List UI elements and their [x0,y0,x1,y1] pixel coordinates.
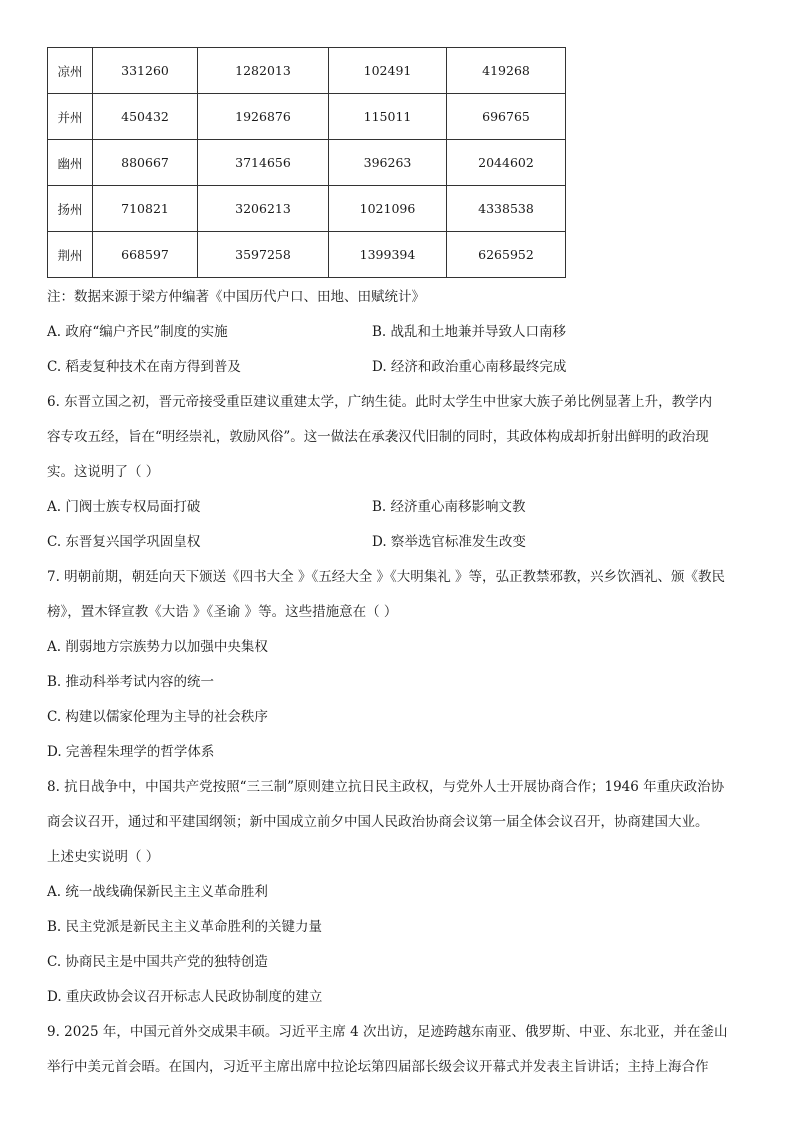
table-cell-province: 凉州 [48,48,93,94]
table-cell-value: 1021096 [329,186,447,232]
q6-stem-line3: 实。这说明了（ ） [47,464,160,480]
q9-stem-line2: 举行中美元首会晤。在国内，习近平主席出席中拉论坛第四届部长级会议开幕式并发表主旨讲话；主持上海合作 [47,1059,709,1075]
table-row [48,186,566,232]
table-cell-value: 696765 [447,94,566,140]
table-cell-value: 396263 [329,140,447,186]
q5-option-d[interactable]: D. 经济和政治重心南移最终完成 [372,359,567,375]
table-cell-value: 3597258 [198,232,329,278]
table-cell-value: 102491 [329,48,447,94]
table-cell-value: 331260 [93,48,198,94]
q6-option-a[interactable]: A. 门阀士族专权局面打破 [47,499,201,515]
question-8 [47,777,747,867]
table-row [48,140,566,186]
table-source-note: 注：数据来源于梁方仲编著《中国历代户口、田地、田赋统计》 [47,289,425,305]
table-cell-value: 880667 [93,140,198,186]
q5-option-b[interactable]: B. 战乱和土地兼并导致人口南移 [372,324,567,340]
table-cell-province: 并州 [48,94,93,140]
q6-stem-line1: 6. 东晋立国之初，晋元帝接受重臣建议重建太学，广纳生徒。此时太学生中世家大族子弟比例显著上升，教学内 [47,394,713,410]
table-cell-province: 幽州 [48,140,93,186]
q7-option-a[interactable]: A. 削弱地方宗族势力以加强中央集权 [47,639,268,655]
q5-option-c[interactable]: C. 稻麦复种技术在南方得到普及 [47,359,241,375]
q8-option-a[interactable]: A. 统一战线确保新民主主义革命胜利 [47,884,268,900]
q8-option-d[interactable]: D. 重庆政协会议召开标志人民政协制度的建立 [47,989,323,1005]
q8-stem-line2: 商会议召开，通过和平建国纲领；新中国成立前夕中国人民政治协商会议第一届全体会议召开，协商建国大业。 [47,814,709,830]
q6-stem-line2: 容专攻五经，旨在“明经崇礼，敦励风俗”。这一做法在承袭汉代旧制的同时，其政体构成却折射出鲜明的政治现 [47,429,709,445]
table-cell-value: 1282013 [198,48,329,94]
q6-options-row2 [47,532,747,552]
table-row [48,94,566,140]
table-cell-province: 荆州 [48,232,93,278]
question-6 [47,392,747,482]
q9-stem-line1: 9. 2025 年，中国元首外交成果丰硕。习近平主席 4 次出访，足迹跨越东南亚、俄罗斯、中亚、东北亚，并在釜山 [47,1024,728,1040]
table-cell-value: 6265952 [447,232,566,278]
table-cell-value: 1399394 [329,232,447,278]
q5-options-row1 [47,322,747,342]
q6-option-d[interactable]: D. 察举选官标准发生改变 [372,534,526,550]
table-cell-value: 3206213 [198,186,329,232]
q7-option-d[interactable]: D. 完善程朱理学的哲学体系 [47,744,215,760]
question-9 [47,1022,747,1077]
q8-option-c[interactable]: C. 协商民主是中国共产党的独特创造 [47,954,268,970]
population-table [47,47,566,278]
q8-option-b[interactable]: B. 民主党派是新民主主义革命胜利的关键力量 [47,919,323,935]
q6-option-c[interactable]: C. 东晋复兴国学巩固皇权 [47,534,201,550]
q7-option-b[interactable]: B. 推动科举考试内容的统一 [47,674,215,690]
q6-options-row1 [47,497,747,517]
question-7 [47,567,747,622]
q6-option-b[interactable]: B. 经济重心南移影响文教 [372,499,526,515]
table-cell-value: 3714656 [198,140,329,186]
table-cell-value: 2044602 [447,140,566,186]
q7-stem-line1: 7. 明朝前期，朝廷向天下颁送《四书大全 》《五经大全 》《大明集礼 》等，弘正教禁邪教，兴乡饮酒礼、颁《教民 [47,569,726,585]
table-cell-value: 419268 [447,48,566,94]
table-cell-value: 1926876 [198,94,329,140]
document-page [47,47,747,1077]
table-row [48,232,566,278]
table-cell-value: 710821 [93,186,198,232]
q8-stem-line3: 上述史实说明（ ） [47,849,160,865]
q5-options-row2 [47,357,747,377]
q7-stem-line2: 榜》，置木铎宣教《大诰 》《圣谕 》等。这些措施意在（ ） [47,604,398,620]
q7-option-c[interactable]: C. 构建以儒家伦理为主导的社会秩序 [47,709,268,725]
table-cell-value: 450432 [93,94,198,140]
table-cell-value: 115011 [329,94,447,140]
table-cell-province: 扬州 [48,186,93,232]
table-cell-value: 668597 [93,232,198,278]
q5-option-a[interactable]: A. 政府“编户齐民”制度的实施 [47,324,228,340]
table-cell-value: 4338538 [447,186,566,232]
table-row [48,48,566,94]
q8-stem-line1: 8. 抗日战争中，中国共产党按照“三三制”原则建立抗日民主政权，与党外人士开展协商合作；1946 年重庆政治协 [47,779,725,795]
